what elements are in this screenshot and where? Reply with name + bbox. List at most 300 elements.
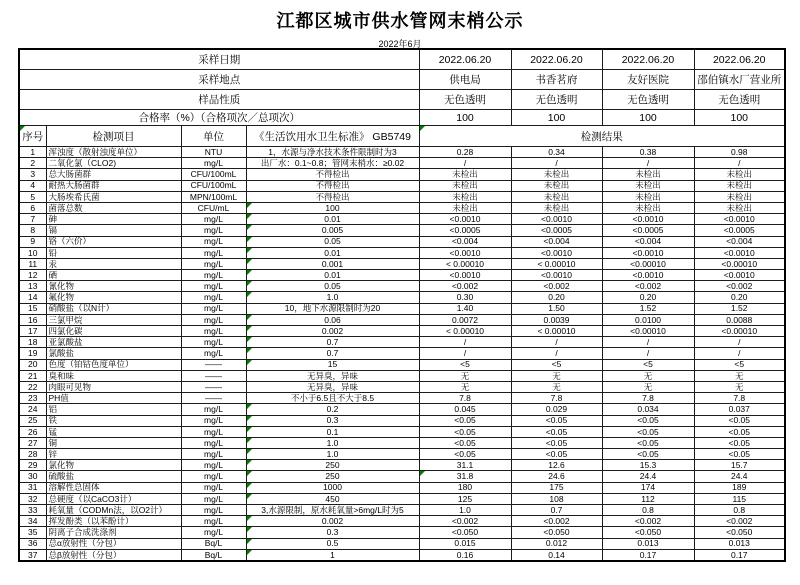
row-number: 30	[19, 471, 46, 482]
result-value: 0.8	[602, 505, 694, 516]
row-number: 14	[19, 292, 46, 303]
col-header-unit: 单位	[181, 126, 246, 147]
result-value: <0.0005	[511, 225, 602, 236]
test-item-name: 锰	[46, 426, 181, 437]
result-value: 7.8	[419, 393, 511, 404]
result-value: 0.28	[419, 147, 511, 158]
unit: mg/L	[181, 348, 246, 359]
result-value: < 0.00010	[419, 258, 511, 269]
test-item-name: 耗氧量（CODMn法，以O2计）	[46, 505, 181, 516]
table-row	[19, 381, 785, 392]
cell-flag-icon	[247, 248, 252, 253]
result-value: <0.0005	[694, 225, 785, 236]
result-value: <0.05	[419, 437, 511, 448]
test-item-name: 镉	[46, 225, 181, 236]
result-value: <0.0005	[419, 225, 511, 236]
result-value: 未检出	[419, 191, 511, 202]
standard-limit: 1.0	[246, 437, 419, 448]
result-value: /	[511, 337, 602, 348]
unit: mg/L	[181, 516, 246, 527]
test-item-name: 耐热大肠菌群	[46, 180, 181, 191]
result-value: <0.004	[511, 236, 602, 247]
standard-limit: 无异臭，异味	[246, 370, 419, 381]
row-number: 24	[19, 404, 46, 415]
result-value: 0.013	[602, 538, 694, 549]
result-value: 1.50	[511, 303, 602, 314]
result-value: <0.050	[419, 527, 511, 538]
unit: NTU	[181, 147, 246, 158]
table-row	[19, 415, 785, 426]
result-value: 1.52	[694, 303, 785, 314]
result-value: 0.20	[602, 292, 694, 303]
info-row-value: 友好医院	[602, 70, 694, 90]
standard-limit: 不得检出	[246, 180, 419, 191]
info-row-value: 100	[694, 110, 785, 126]
result-value: 0.30	[419, 292, 511, 303]
table-row	[19, 516, 785, 527]
info-row	[19, 90, 785, 110]
result-value: <0.002	[602, 281, 694, 292]
standard-limit: 0.7	[246, 337, 419, 348]
result-value: <0.002	[511, 516, 602, 527]
unit: mg/L	[181, 471, 246, 482]
table-row	[19, 538, 785, 549]
result-value: <0.0010	[694, 270, 785, 281]
table-row	[19, 326, 785, 337]
unit: mg/L	[181, 270, 246, 281]
result-value: 31.8	[419, 471, 511, 482]
standard-limit: 450	[246, 493, 419, 504]
info-row-value: 2022.06.20	[419, 49, 511, 70]
cell-flag-icon	[247, 281, 252, 286]
result-value: <0.05	[511, 449, 602, 460]
result-value: <0.002	[419, 281, 511, 292]
standard-limit: 0.01	[246, 214, 419, 225]
result-value: 0.037	[694, 404, 785, 415]
test-item-name: 铁	[46, 415, 181, 426]
row-number: 10	[19, 247, 46, 258]
standard-limit: 0.01	[246, 247, 419, 258]
result-value: 7.8	[694, 393, 785, 404]
result-value: /	[694, 158, 785, 169]
table-row	[19, 158, 785, 169]
col-header-results	[419, 126, 785, 147]
result-value: /	[419, 337, 511, 348]
result-value: <0.0010	[511, 247, 602, 258]
result-value: < 0.00010	[419, 326, 511, 337]
test-item-name: 锌	[46, 449, 181, 460]
standard-limit: 1000	[246, 482, 419, 493]
test-item-name: 汞	[46, 258, 181, 269]
cell-flag-icon	[247, 427, 252, 432]
test-item-name: 铜	[46, 437, 181, 448]
unit: Bq/L	[181, 538, 246, 549]
unit: CFU/mL	[181, 202, 246, 213]
standard-limit: 无异臭，异味	[246, 381, 419, 392]
test-item-name: 阴离子合成洗涤剂	[46, 527, 181, 538]
result-value: <0.05	[419, 415, 511, 426]
result-value: /	[602, 337, 694, 348]
standard-limit: 0.002	[246, 516, 419, 527]
table-row	[19, 337, 785, 348]
result-value: /	[694, 348, 785, 359]
test-item-name: 色度（铂钴色度单位）	[46, 359, 181, 370]
cell-flag-icon	[247, 471, 252, 476]
row-number: 25	[19, 415, 46, 426]
table-row	[19, 270, 785, 281]
result-value: 112	[602, 493, 694, 504]
test-item-name: 总α放射性（分包）	[46, 538, 181, 549]
unit: mg/L	[181, 292, 246, 303]
result-value: 0.16	[419, 549, 511, 561]
table-row	[19, 449, 785, 460]
cell-flag-icon	[20, 126, 25, 131]
unit: ——	[181, 370, 246, 381]
result-value: 0.012	[511, 538, 602, 549]
test-item-name: 硝酸盐（以N计）	[46, 303, 181, 314]
row-number: 33	[19, 505, 46, 516]
test-item-name: 四氯化碳	[46, 326, 181, 337]
row-number: 9	[19, 236, 46, 247]
result-value: 0.98	[694, 147, 785, 158]
result-value: 未检出	[419, 169, 511, 180]
table-row	[19, 348, 785, 359]
result-value: 1.0	[419, 505, 511, 516]
result-value: 24.4	[602, 471, 694, 482]
result-value: <0.0010	[419, 247, 511, 258]
test-item-name: 二氧化氯（CLO2)	[46, 158, 181, 169]
table-row	[19, 191, 785, 202]
result-value: <0.05	[694, 426, 785, 437]
info-row-value: 供电局	[419, 70, 511, 90]
test-item-name: 硒	[46, 270, 181, 281]
result-value: 180	[419, 482, 511, 493]
result-value: 未检出	[419, 180, 511, 191]
standard-limit: 0.001	[246, 258, 419, 269]
unit: mg/L	[181, 404, 246, 415]
unit: mg/L	[181, 460, 246, 471]
row-number: 23	[19, 393, 46, 404]
table-row	[19, 214, 785, 225]
result-value: 未检出	[694, 191, 785, 202]
result-value: 0.20	[511, 292, 602, 303]
row-number: 34	[19, 516, 46, 527]
result-value: <0.0010	[602, 214, 694, 225]
result-value: 0.34	[511, 147, 602, 158]
result-value: /	[602, 348, 694, 359]
info-row-value: 2022.06.20	[694, 49, 785, 70]
table-row	[19, 303, 785, 314]
page-title: 江都区城市供水管网末梢公示	[276, 11, 524, 31]
cell-flag-icon	[247, 404, 252, 409]
table-row	[19, 236, 785, 247]
standard-limit: 0.05	[246, 281, 419, 292]
unit: mg/L	[181, 281, 246, 292]
cell-flag-icon	[420, 471, 425, 476]
unit: mg/L	[181, 303, 246, 314]
info-row-value: 2022.06.20	[602, 49, 694, 70]
row-number: 11	[19, 258, 46, 269]
info-row-value: 100	[602, 110, 694, 126]
standard-limit: 不小于6.5且不大于8.5	[246, 393, 419, 404]
result-value: 未检出	[419, 202, 511, 213]
unit: CFU/100mL	[181, 169, 246, 180]
unit: mg/L	[181, 505, 246, 516]
result-value: /	[419, 348, 511, 359]
unit: mg/L	[181, 258, 246, 269]
unit: mg/L	[181, 437, 246, 448]
row-number: 26	[19, 426, 46, 437]
standard-limit: 0.06	[246, 314, 419, 325]
result-value: <0.05	[511, 437, 602, 448]
result-value: <0.05	[602, 449, 694, 460]
test-item-name: PH值	[46, 393, 181, 404]
info-row-value: 无色透明	[694, 90, 785, 110]
result-value: 0.7	[511, 505, 602, 516]
info-row-value: 无色透明	[419, 90, 511, 110]
cell-flag-icon	[247, 494, 252, 499]
test-item-name: 菌落总数	[46, 202, 181, 213]
standard-limit: 1.0	[246, 449, 419, 460]
sampling-info-section	[19, 49, 785, 126]
result-value: <5	[511, 359, 602, 370]
standard-limit: 250	[246, 460, 419, 471]
unit: mg/L	[181, 449, 246, 460]
result-value: <0.004	[419, 236, 511, 247]
test-item-name: 氰化物	[46, 281, 181, 292]
result-value: <0.05	[511, 415, 602, 426]
table-row	[19, 404, 785, 415]
cell-flag-icon	[247, 225, 252, 230]
result-value: <0.05	[511, 426, 602, 437]
info-row-value: 书香茗府	[511, 70, 602, 90]
result-value: 31.1	[419, 460, 511, 471]
result-value: 0.0039	[511, 314, 602, 325]
cell-flag-icon	[247, 337, 252, 342]
result-value: <0.004	[694, 236, 785, 247]
result-value: 0.14	[511, 549, 602, 561]
row-number: 15	[19, 303, 46, 314]
info-row-label: 采样地点	[19, 70, 419, 90]
test-item-name: 三氯甲烷	[46, 314, 181, 325]
result-value: 125	[419, 493, 511, 504]
result-value: 189	[694, 482, 785, 493]
test-item-name: 总β放射性（分包）	[46, 549, 181, 561]
result-value: <5	[419, 359, 511, 370]
result-value: <0.0010	[602, 270, 694, 281]
unit: Bq/L	[181, 549, 246, 561]
row-number: 19	[19, 348, 46, 359]
cell-flag-icon	[247, 516, 252, 521]
test-item-name: 铬（六价）	[46, 236, 181, 247]
row-number: 36	[19, 538, 46, 549]
result-value: 0.17	[602, 549, 694, 561]
column-header-row	[19, 126, 785, 147]
test-item-name: 砷	[46, 214, 181, 225]
standard-limit: 0.002	[246, 326, 419, 337]
table-row	[19, 505, 785, 516]
result-value: <0.002	[419, 516, 511, 527]
test-item-name: 大肠埃希氏菌	[46, 191, 181, 202]
table-row	[19, 180, 785, 191]
result-value: <0.050	[602, 527, 694, 538]
cell-flag-icon	[247, 449, 252, 454]
table-row	[19, 147, 785, 158]
result-value: <0.0005	[602, 225, 694, 236]
cell-flag-icon	[247, 483, 252, 488]
info-row-label: 合格率（%）（合格项次／总项次）	[19, 110, 419, 126]
standard-limit: 250	[246, 471, 419, 482]
standard-limit: 不得检出	[246, 191, 419, 202]
unit: mg/L	[181, 493, 246, 504]
result-value: 15.7	[694, 460, 785, 471]
test-item-name: 氯酸盐	[46, 348, 181, 359]
result-value: 7.8	[511, 393, 602, 404]
table-row	[19, 292, 785, 303]
result-value: /	[511, 348, 602, 359]
info-row	[19, 49, 785, 70]
unit: mg/L	[181, 236, 246, 247]
result-value: <0.05	[602, 437, 694, 448]
test-item-name: 硫酸盐	[46, 471, 181, 482]
row-number: 6	[19, 202, 46, 213]
result-value: /	[419, 158, 511, 169]
result-value: 0.015	[419, 538, 511, 549]
cell-flag-icon	[247, 315, 252, 320]
standard-limit: 100	[246, 202, 419, 213]
test-item-name: 氯化物	[46, 460, 181, 471]
unit: mg/L	[181, 482, 246, 493]
row-number: 28	[19, 449, 46, 460]
result-value: <0.002	[602, 516, 694, 527]
unit: mg/L	[181, 527, 246, 538]
result-value: <0.05	[602, 426, 694, 437]
result-value: <0.05	[419, 449, 511, 460]
cell-flag-icon	[247, 348, 252, 353]
result-value: 24.6	[511, 471, 602, 482]
result-value: 未检出	[602, 191, 694, 202]
result-value: 24.4	[694, 471, 785, 482]
result-value: 175	[511, 482, 602, 493]
test-item-name: 氟化物	[46, 292, 181, 303]
row-number: 2	[19, 158, 46, 169]
result-value: <5	[602, 359, 694, 370]
table-row	[19, 493, 785, 504]
result-value: 无	[419, 381, 511, 392]
test-item-name: 挥发酚类（以苯酚计）	[46, 516, 181, 527]
table-row	[19, 527, 785, 538]
result-value: <0.004	[602, 236, 694, 247]
result-value: < 0.00010	[511, 326, 602, 337]
result-value: 0.0088	[694, 314, 785, 325]
standard-limit: 0.5	[246, 538, 419, 549]
result-value: <5	[694, 359, 785, 370]
row-number: 29	[19, 460, 46, 471]
table-row	[19, 460, 785, 471]
result-value: <0.05	[419, 426, 511, 437]
row-number: 13	[19, 281, 46, 292]
result-value: 未检出	[602, 180, 694, 191]
result-value: 0.17	[694, 549, 785, 561]
standard-limit: 1.0	[246, 292, 419, 303]
row-number: 21	[19, 370, 46, 381]
row-number: 31	[19, 482, 46, 493]
test-item-name: 臭和味	[46, 370, 181, 381]
result-value: /	[602, 158, 694, 169]
result-value: 0.013	[694, 538, 785, 549]
unit: mg/L	[181, 337, 246, 348]
unit: ——	[181, 393, 246, 404]
standard-limit: 不得检出	[246, 169, 419, 180]
info-row-label: 样品性质	[19, 90, 419, 110]
table-row	[19, 426, 785, 437]
result-value: 174	[602, 482, 694, 493]
table-row	[19, 225, 785, 236]
result-value: <0.0010	[419, 270, 511, 281]
result-value: <0.0010	[694, 214, 785, 225]
result-value: 未检出	[694, 169, 785, 180]
water-quality-table	[18, 48, 786, 562]
row-number: 35	[19, 527, 46, 538]
standard-limit: 0.1	[246, 426, 419, 437]
row-number: 32	[19, 493, 46, 504]
result-value: 无	[511, 381, 602, 392]
result-value: 0.034	[602, 404, 694, 415]
info-row-value: 邵伯镇水厂营业所	[694, 70, 785, 90]
test-item-name: 铅	[46, 247, 181, 258]
table-row	[19, 370, 785, 381]
standard-limit: 10，地下水源限制时为20	[246, 303, 419, 314]
info-row-value: 100	[511, 110, 602, 126]
test-results-section	[19, 147, 785, 561]
standard-limit: 0.3	[246, 527, 419, 538]
table-row	[19, 437, 785, 448]
result-value: 无	[602, 381, 694, 392]
result-value: < 0.00010	[511, 258, 602, 269]
result-value: 未检出	[511, 191, 602, 202]
result-value: 未检出	[602, 202, 694, 213]
result-value: <0.0010	[419, 214, 511, 225]
result-value: <0.050	[694, 527, 785, 538]
result-value: <0.00010	[694, 326, 785, 337]
result-value: 0.045	[419, 404, 511, 415]
table-row	[19, 281, 785, 292]
standard-limit: 0.2	[246, 404, 419, 415]
cell-flag-icon	[247, 292, 252, 297]
row-number: 22	[19, 381, 46, 392]
result-value: 0.8	[694, 505, 785, 516]
unit: MPN/100mL	[181, 191, 246, 202]
table-row	[19, 549, 785, 561]
info-row-value: 无色透明	[511, 90, 602, 110]
standard-limit: 0.7	[246, 348, 419, 359]
standard-limit: 0.005	[246, 225, 419, 236]
info-row-label: 采样日期	[19, 49, 419, 70]
result-value: <0.00010	[694, 258, 785, 269]
unit: mg/L	[181, 247, 246, 258]
result-value: 1.52	[602, 303, 694, 314]
info-row-value: 无色透明	[602, 90, 694, 110]
cell-flag-icon	[247, 270, 252, 275]
test-item-name: 肉眼可见物	[46, 381, 181, 392]
cell-flag-icon	[247, 460, 252, 465]
row-number: 5	[19, 191, 46, 202]
col-header-item: 检测项目	[46, 126, 181, 147]
result-value: <0.0010	[511, 214, 602, 225]
unit: mg/L	[181, 158, 246, 169]
result-value: <0.050	[511, 527, 602, 538]
result-value: 未检出	[511, 202, 602, 213]
